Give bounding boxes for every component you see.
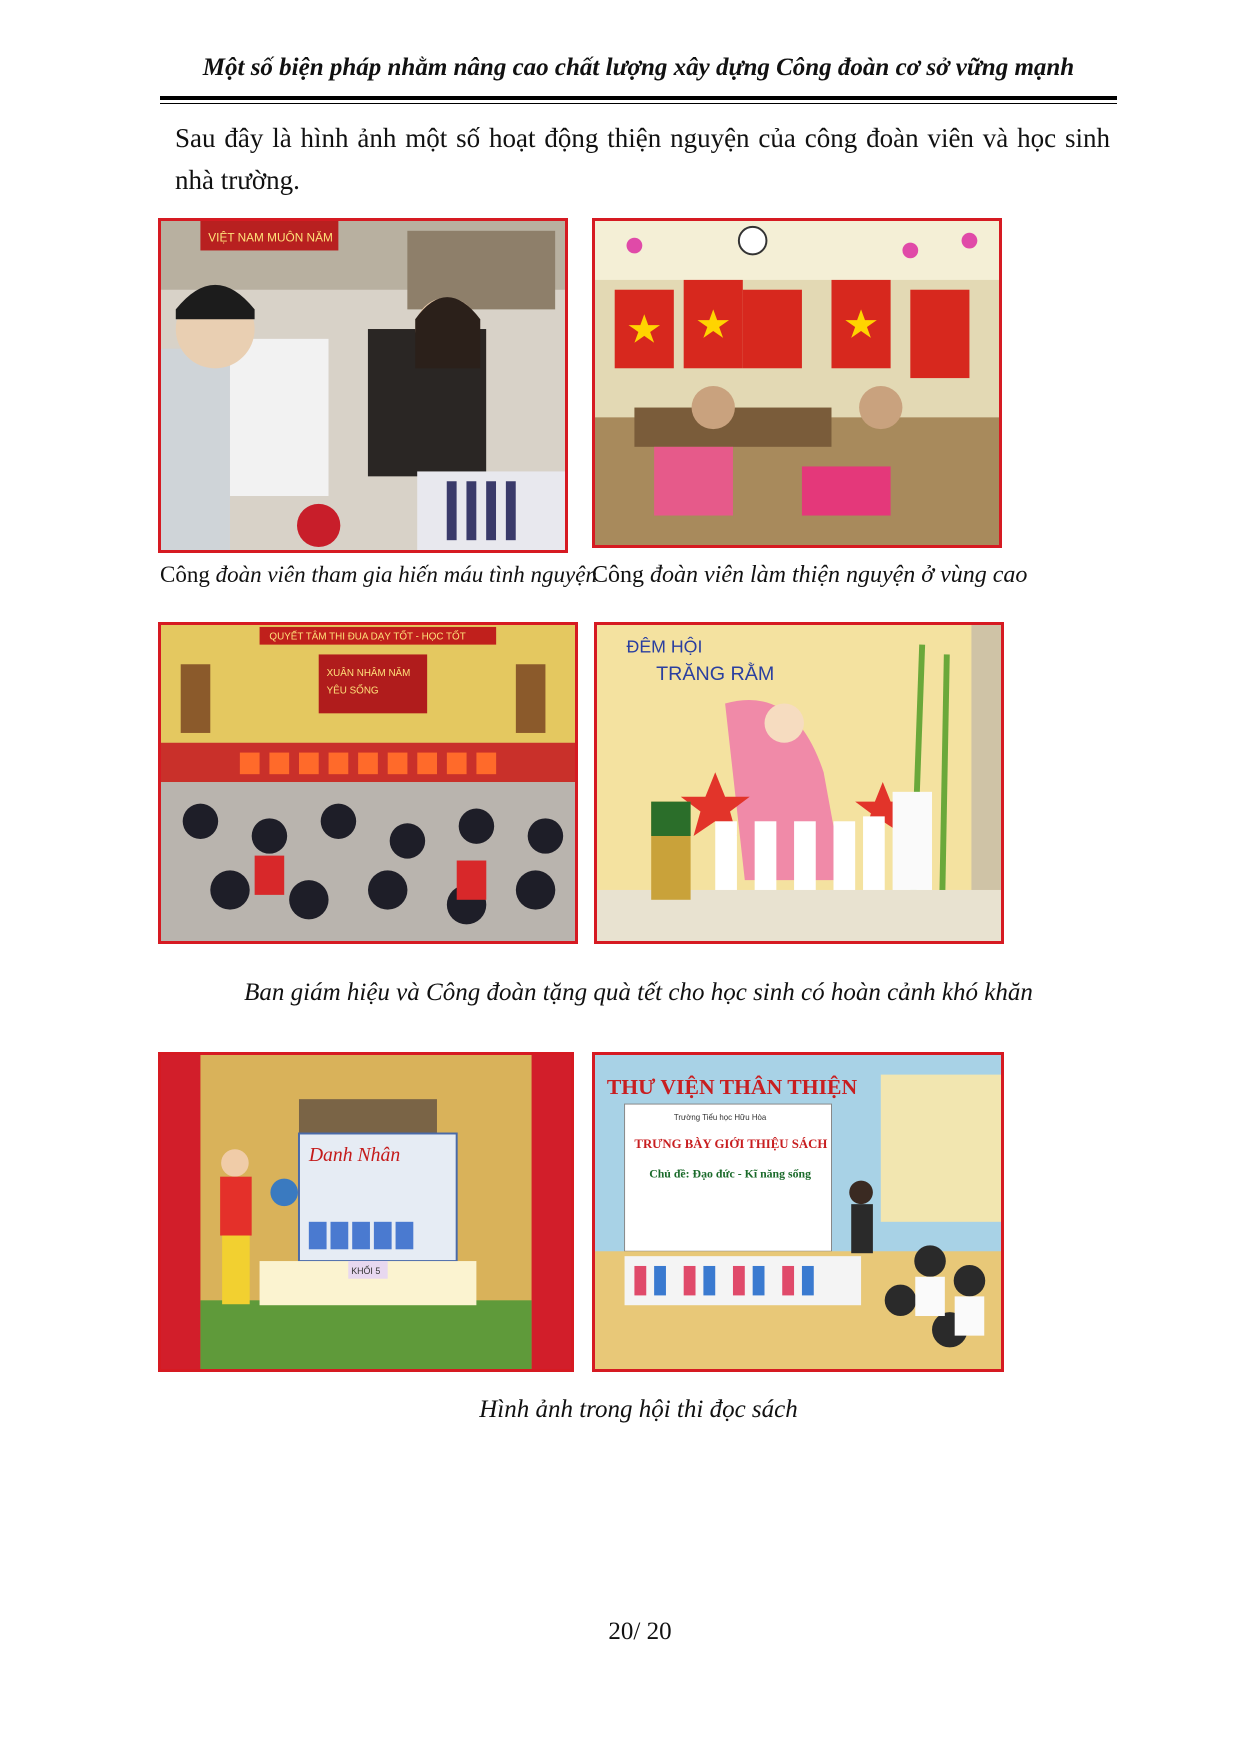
stage-banner-text: QUYẾT TÂM THI ĐUA DẠY TỐT - HỌC TỐT	[269, 631, 466, 643]
caption-highland-pre: Công	[592, 562, 645, 588]
photo-full-moon-festival	[594, 622, 1004, 944]
screen-school: Trường Tiểu học Hữu Hòa	[673, 1112, 767, 1122]
photo-tet-gifts-stage	[158, 622, 578, 944]
caption-blood-donation	[160, 562, 597, 588]
intro-paragraph: Sau đây là hình ảnh một số hoạt động thiện nguyện của công đoàn viên và học sinh nhà trường.	[175, 123, 1110, 195]
caption-highland	[592, 562, 1027, 589]
khoi-label: KHỐI 5	[351, 1265, 381, 1276]
caption-tet-gifts: Ban giám hiệu và Công đoàn tặng quà tết cho học sinh có hoàn cảnh khó khăn	[244, 979, 1033, 1006]
library-title: THƯ VIỆN THÂN THIỆN	[606, 1075, 858, 1100]
festival-title-2: TRĂNG RẰM	[656, 662, 775, 685]
screen-subtitle: Chủ đề: Đạo đức - Kĩ năng sống	[649, 1166, 811, 1181]
header-rule-thick	[160, 96, 1117, 100]
page-header-title: Một số biện pháp nhằm nâng cao chất lượng xây dựng Công đoàn cơ sở vững mạnh	[202, 54, 1075, 81]
caption-blood-donation-post: đoàn viên tham gia hiến máu tình nguyện	[209, 562, 597, 587]
photo-reading-contest-stage	[158, 1052, 574, 1372]
book-display-title: Danh Nhân	[308, 1144, 401, 1166]
stage-sign-1: XUÂN NHÂM NĂM	[326, 668, 411, 680]
photo-blood-donation	[158, 218, 568, 553]
caption-blood-donation-pre: Công	[160, 562, 210, 587]
banner-text: VIỆT NAM MUÔN NĂM	[208, 230, 333, 245]
festival-title-1: ĐÊM HỘI	[626, 636, 703, 657]
screen-title: TRƯNG BÀY GIỚI THIỆU SÁCH	[634, 1137, 828, 1152]
stage-sign-2: YÊU SỐNG	[326, 685, 379, 697]
header-rule-thin	[160, 103, 1117, 104]
caption-highland-post: đoàn viên làm thiện nguyện ở vùng cao	[644, 562, 1028, 588]
photo-friendly-library	[592, 1052, 1004, 1372]
page-number: 20/ 20	[608, 1618, 672, 1645]
caption-reading-contest: Hình ảnh trong hội thi đọc sách	[479, 1396, 798, 1423]
photo-highland-volunteering	[592, 218, 1002, 548]
